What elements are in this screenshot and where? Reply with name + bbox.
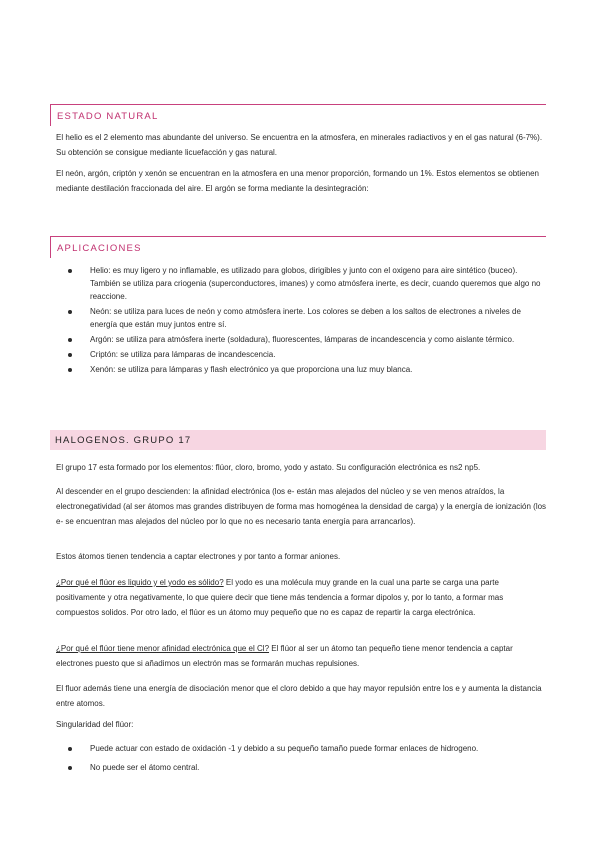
bullet-icon [68,368,72,372]
paragraph: Estos átomos tienen tendencia a captar electrones y por tanto a formar aniones. [56,552,341,561]
answer-text: El flúor al ser un átomo tan pequeño tiene menor tendencia a captar electrones puesto que si añadimos un electrón mas se formarán muchas repulsiones. [56,644,513,668]
list-item: Argón: se utiliza para atmósfera inerte (soldadura), fluorescentes, lámparas de incandescencia y como aislante térmico. [56,333,546,346]
list-item: Puede actuar con estado de oxidación -1 y debido a su pequeño tamaño puede formar enlaces de hidrogeno. [56,742,546,755]
section-heading-estado-natural [50,104,546,126]
list-item: Helio: es muy ligero y no inflamable, es utilizado para globos, dirigibles y junto con el oxigeno para aire sintético (buceo). También se utiliza para criogenia (superconductores, imanes) y como atmósfera inerte, es decir, cuando queremos que algo no reaccione. [56,264,546,303]
bullet-icon [68,747,72,751]
bullet-list [56,742,546,776]
list-item: Xenón: se utiliza para lámparas y flash electrónico ya que proporciona una luz muy blanca. [56,363,546,376]
paragraph: El fluor además tiene una energía de disociación menor que el cloro debido a que hay mayor repulsión entre los e y aumenta la distancia entre atomos. [56,684,542,708]
list-item: Neón: se utiliza para luces de neón y como atmósfera inerte. Los colores se deben a los saltos de electrones a niveles de energía que están muy juntos entre sí. [56,305,546,331]
answer-text: El yodo es una molécula muy grande en la cual una parte se carga una parte positivamente y otra negativamente, lo que quiere decir que tiene más tendencia a formar dipolos y, por lo tanto, a formar mas compuestos solidos. Por otro lado, el flúor es un átomo muy pequeño que no es capaz de repartir la carga electrónica. [56,578,504,617]
bullet-icon [68,353,72,357]
question-text: ¿Por qué el flúor tiene menor afinidad electrónica que el Cl? [56,644,270,653]
bullet-icon [68,269,72,273]
question-text: ¿Por qué el flúor es liquido y el yodo es sólido? [56,578,224,587]
section-heading-halogenos [50,430,546,450]
paragraph-question-2 [56,641,548,671]
section-heading-text: APLICACIONES [57,243,142,254]
bullet-icon [68,766,72,770]
paragraph: El grupo 17 esta formado por los elementos: flúor, cloro, bromo, yodo y astato. Su configuración electrónica es ns2 np5. [56,463,481,472]
list-item: Criptón: se utiliza para lámparas de incandescencia. [56,348,546,361]
bullet-icon [68,338,72,342]
singularidad-label: Singularidad del flúor: [56,720,134,729]
bullet-icon [68,310,72,314]
paragraph: El helio es el 2 elemento mas abundante del universo. Se encuentra en la atmosfera, en minerales radiactivos y en el gas natural (6-7%). Su obtención se consigue mediante licuefacción y gas natural. [56,133,543,157]
paragraph-question-1 [56,575,548,620]
bullet-list [56,264,546,378]
paragraph: El neón, argón, criptón y xenón se encuentran en la atmosfera en una menor proporción, formando un 1%. Estos elementos se obtienen mediante destilación fraccionada del aire. El argón se forma mediante la desintegración: [56,169,539,193]
section-heading-aplicaciones [50,236,546,258]
paragraph: Al descender en el grupo descienden: la afinidad electrónica (los e- están mas alejados del núcleo y se ven menos atraídos, la electronegatividad (al ser átomos mas grandes distribuyen de forma mas homogénea la densidad de carga) y la energía de ionización (los e- se encuentran mas alejados del núcleo por lo que no es necesario tanta energía para arrancarlos). [56,487,547,526]
section-heading-text: HALOGENOS. GRUPO 17 [55,435,192,446]
section-heading-text: ESTADO NATURAL [57,111,159,122]
list-item: No puede ser el átomo central. [56,761,546,774]
